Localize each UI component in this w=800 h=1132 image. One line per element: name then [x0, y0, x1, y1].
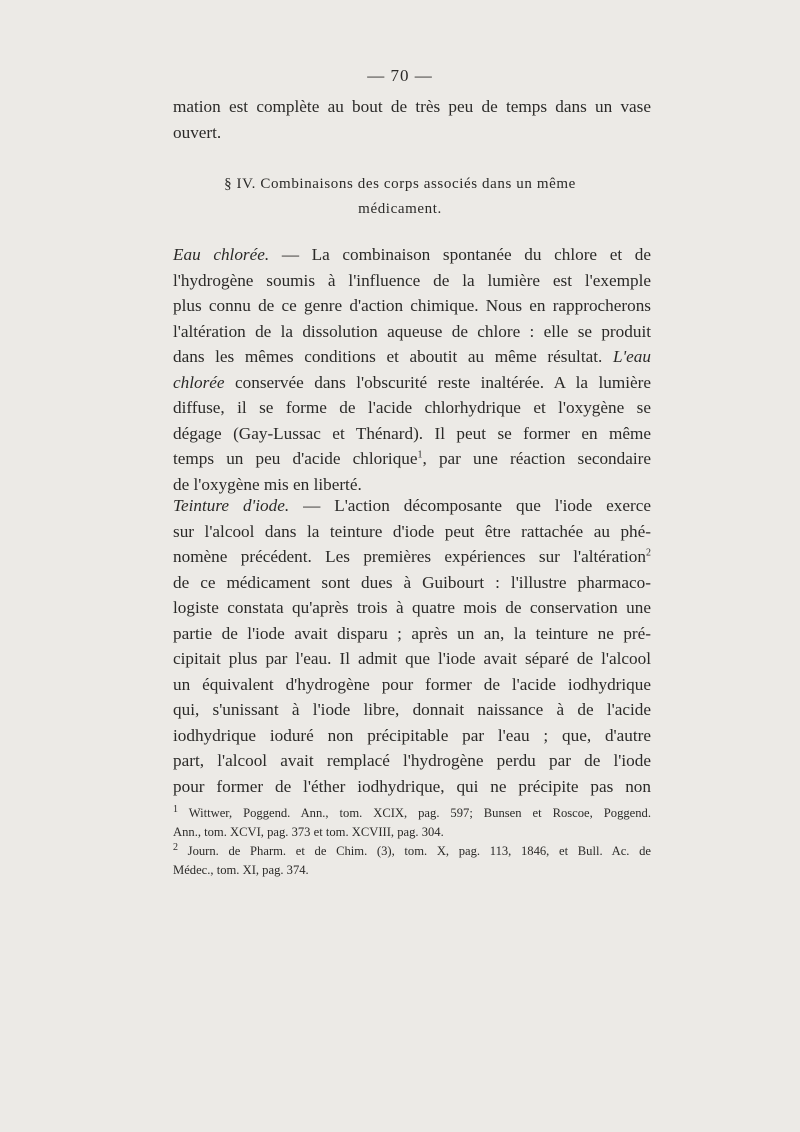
footnote-ref: 1 [417, 449, 423, 461]
text-line: de l'oxygène mis en liberté. [173, 474, 362, 494]
section-title-line: § IV. Combinaisons des corps associés dans un même [224, 176, 576, 192]
footnotes [173, 804, 651, 880]
text-line: ouvert. [173, 122, 222, 142]
text-line: plus connu de ce genre d'action chimique. Nous en rapprocherons [173, 296, 651, 315]
text-line: Eau chlorée. — La combinaison spontanée du chlore et de [173, 245, 651, 264]
text-line: un équivalent d'hydrogène pour former de l'acide iodhydrique [173, 674, 651, 694]
text-line: diffuse, il se forme de l'acide chlorhydrique et l'oxygène se [173, 398, 651, 417]
section-title-line: médicament. [358, 201, 442, 217]
text-line: part, l'alcool avait remplacé l'hydrogène perdu par de l'iode [173, 751, 651, 770]
footnote-ref: 2 [646, 547, 651, 559]
text-line: qui, s'unissant à l'iode libre, donnait naissance à de l'acide [173, 700, 651, 719]
text-line: sur l'alcool dans la teinture d'iode peut être rattachée au phé- [173, 521, 651, 541]
footnote-line: Médec., tom. XI, pag. 374. [173, 863, 309, 877]
paragraph-eau-chloree [173, 242, 651, 497]
text-line: dans les mêmes conditions et aboutit au même résultat. L'eau [173, 347, 651, 366]
footnote-line: Ann., tom. XCVI, pag. 373 et tom. XCVIII, pag. 304. [173, 825, 444, 839]
paragraph-lead: Teinture d'iode. [173, 496, 290, 515]
text-line: cipitait plus par l'eau. Il admit que l'iode avait séparé de l'alcool [173, 649, 651, 668]
text-line: l'altération de la dissolution aqueuse de chlore : elle se produit [173, 321, 651, 341]
section-title [0, 172, 800, 222]
text-line: de ce médicament sont dues à Guibourt : l'illustre pharmaco- [173, 572, 651, 592]
paragraph-lead: Eau chlorée. [173, 245, 270, 264]
text-line: partie de l'iode avait disparu ; après un an, la teinture ne pré- [173, 623, 651, 643]
text-line: temps un peu d'acide chlorique$^1$, par une réaction secondaire [173, 449, 651, 468]
paragraph-teinture-iode [173, 493, 651, 799]
text-line: l'hydrogène soumis à l'influence de la lumière est l'exemple [173, 270, 651, 290]
continuation-paragraph [173, 94, 651, 145]
text-line: nomène précédent. Les premières expériences sur l'altération$^2$ [173, 547, 651, 566]
text-line: dégage (Gay-Lussac et Thénard). Il peut se former en même [173, 423, 651, 443]
text-line: mation est complète au bout de très peu de temps dans un vase [173, 97, 651, 116]
text-line: iodhydrique ioduré non précipitable par l'eau ; que, d'autre [173, 725, 651, 745]
footnote-line: $^1$ Wittwer, Poggend. Ann., tom. XCIX, pag. 597; Bunsen et Roscoe, Poggend. [173, 803, 651, 820]
page-number: — 70 — [367, 66, 433, 85]
text-line: pour former de l'éther iodhydrique, qui ne précipite pas non [173, 776, 651, 796]
text-line: chlorée conservée dans l'obscurité reste inaltérée. A la lumière [173, 372, 651, 392]
text-line: Teinture d'iode. — L'action décomposante que l'iode exerce [173, 496, 651, 515]
text-line: logiste constata qu'après trois à quatre mois de conservation une [173, 598, 651, 617]
footnote-line: $^2$ Journ. de Pharm. et de Chim. (3), tom. X, pag. 113, 1846, et Bull. Ac. de [173, 841, 651, 858]
